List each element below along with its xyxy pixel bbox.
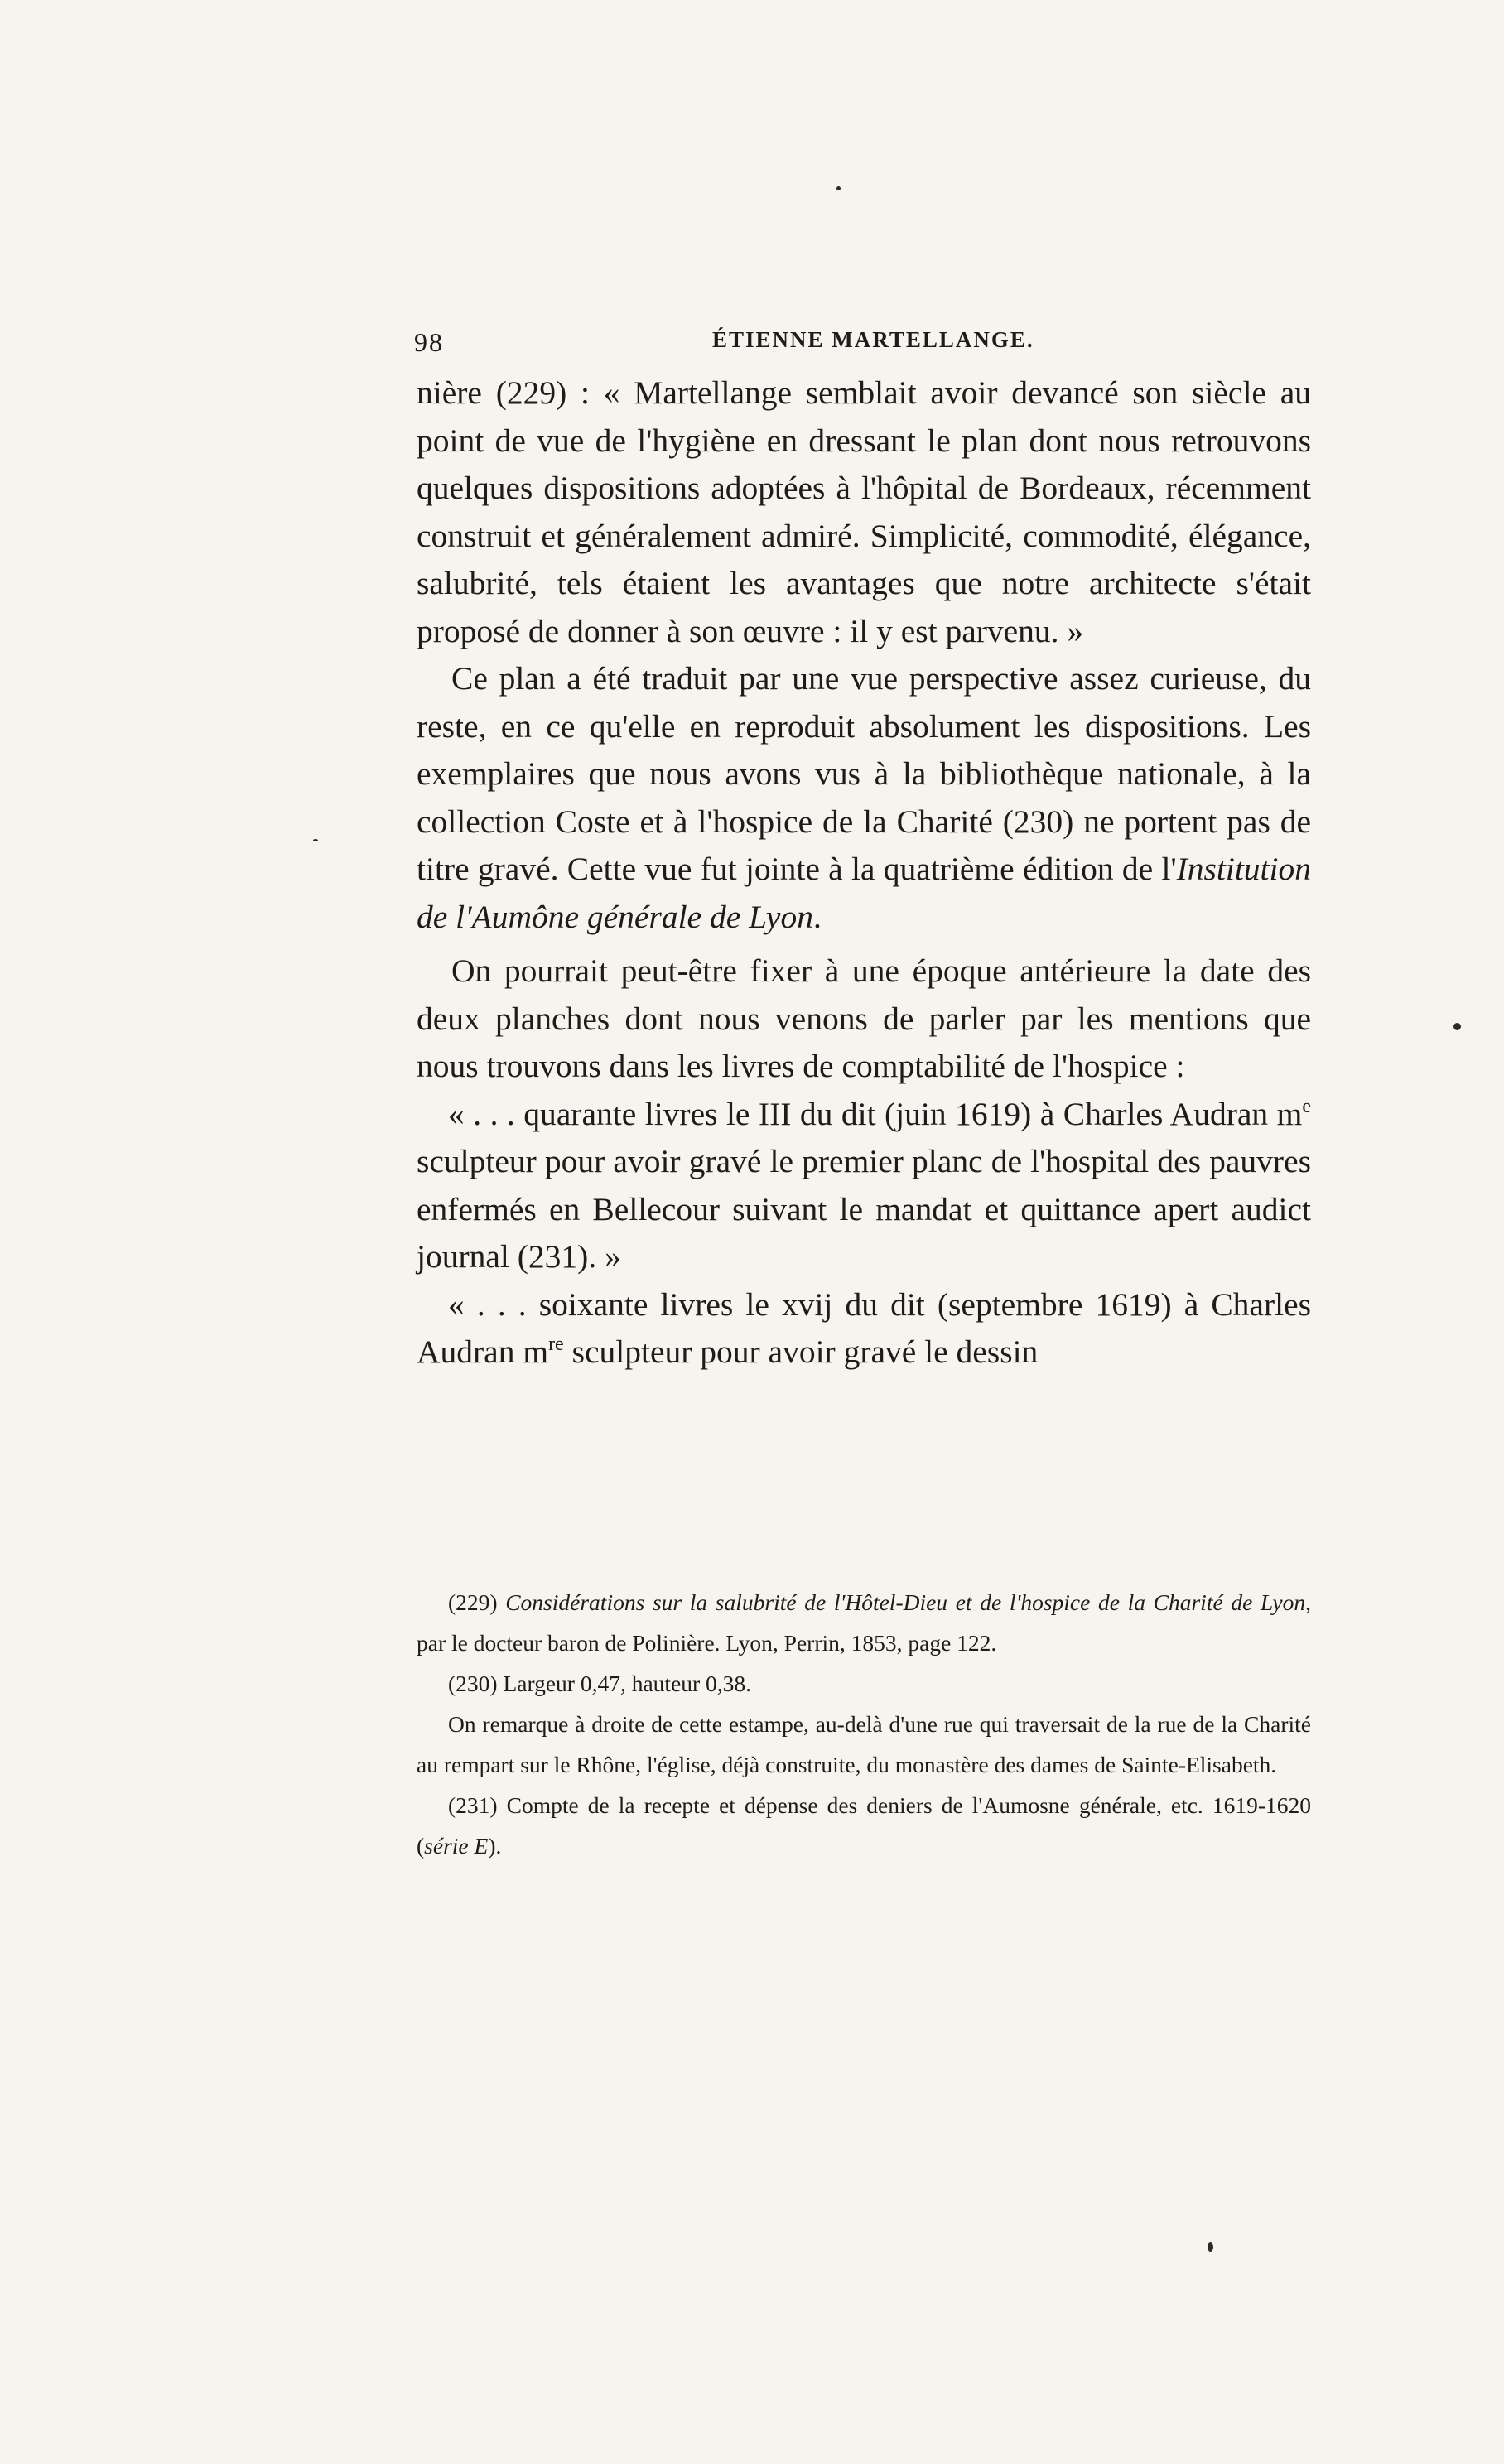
footnote-229-text: , par le docteur baron de Polinière. Lyon, Perrin, 1853, page 122. — [417, 1589, 1311, 1656]
quotation-2-rest: sculpteur pour avoir gravé le dessin — [563, 1333, 1039, 1370]
running-title: ÉTIENNE MARTELLANGE. — [712, 327, 1034, 352]
footnote-230-text: (230) Largeur 0,47, hauteur 0,38. — [448, 1671, 752, 1696]
paragraph-2 — [417, 655, 1311, 941]
quotation-1-superscript: e — [1302, 1095, 1311, 1117]
running-header — [414, 327, 1309, 360]
paragraph-1-text: nière (229) : « Martellange semblait avoir devancé son siècle au point de vue de l'hygiène en dressant le plan dont nous retrouvons quelques dispositions adoptées à l'hôpital de Bordeaux, récemment construit et généralement admiré. Simplicité, commodité, élégance, salubrité, tels étaient les avantages que notre architecte s'était proposé de donner à son œuvre : il y est parvenu. » — [417, 374, 1311, 649]
main-text — [417, 369, 1311, 1377]
footnote-231-series: série E — [424, 1833, 489, 1859]
quotation-1-text: « . . . quarante livres le III du dit (juin 1619) à Charles Audran m — [448, 1095, 1303, 1132]
paragraph-2-end: . — [812, 898, 822, 935]
quotation-1 — [417, 1091, 1311, 1281]
quotation-2-text: « . . . soixante livres le xvij du dit (septembre 1619) à Charles Audran m — [417, 1285, 1311, 1370]
footnotes — [417, 1582, 1311, 1866]
quotation-2-superscript: re — [548, 1333, 564, 1355]
ink-speck — [1453, 1023, 1461, 1030]
ink-speck — [313, 839, 318, 841]
footnote-229-number: (229) — [448, 1589, 506, 1615]
ink-speck — [836, 186, 841, 190]
paragraph-2-text: Ce plan a été traduit par une vue perspective assez curieuse, du reste, en ce qu'elle en reproduit absolument les dispositions. Les exemplaires que nous avons vus à la bibliothèque nationale, à la collection Coste et à l'hospice de la Charité (230) ne portent pas de titre gravé. Cette vue fut jointe à la quatrième édition de l' — [417, 660, 1311, 887]
paragraph-1 — [417, 369, 1311, 655]
footnote-229-title: Considérations sur la salubrité de l'Hôtel-Dieu et de l'hospice de la Charité de Lyon — [505, 1589, 1306, 1615]
page-number: 98 — [414, 327, 444, 357]
ink-speck — [1208, 2242, 1213, 2252]
footnote-229 — [417, 1582, 1311, 1663]
paragraph-3 — [417, 948, 1311, 1091]
quotation-2 — [417, 1281, 1311, 1377]
footnote-231 — [417, 1785, 1311, 1866]
footnote-231-text: (231) Compte de la recepte et dépense des deniers de l'Aumosne générale, etc. 1619-1620 ( — [417, 1792, 1311, 1859]
footnote-230-remark-text: On remarque à droite de cette estampe, au-delà d'une rue qui traversait de la rue de la Charité au rempart sur le Rhône, l'église, déjà construite, du monastère des dames de Sainte-Elisabeth. — [417, 1711, 1311, 1777]
footnote-231-end: ). — [488, 1833, 502, 1859]
quotation-1-rest: sculpteur pour avoir gravé le premier planc de l'hospital des pauvres enfermés en Bellecour suivant le mandat et quittance apert audict journal (231). » — [417, 1143, 1311, 1275]
book-title-italic: Institution de l'Aumône générale de Lyon — [417, 851, 1311, 935]
paragraph-3-text: On pourrait peut-être fixer à une époque antérieure la date des deux planches dont nous venons de parler par les mentions que nous trouvons dans les livres de comptabilité de l'hospice : — [417, 952, 1311, 1084]
footnote-230 — [417, 1663, 1311, 1704]
footnote-230-remark — [417, 1704, 1311, 1785]
